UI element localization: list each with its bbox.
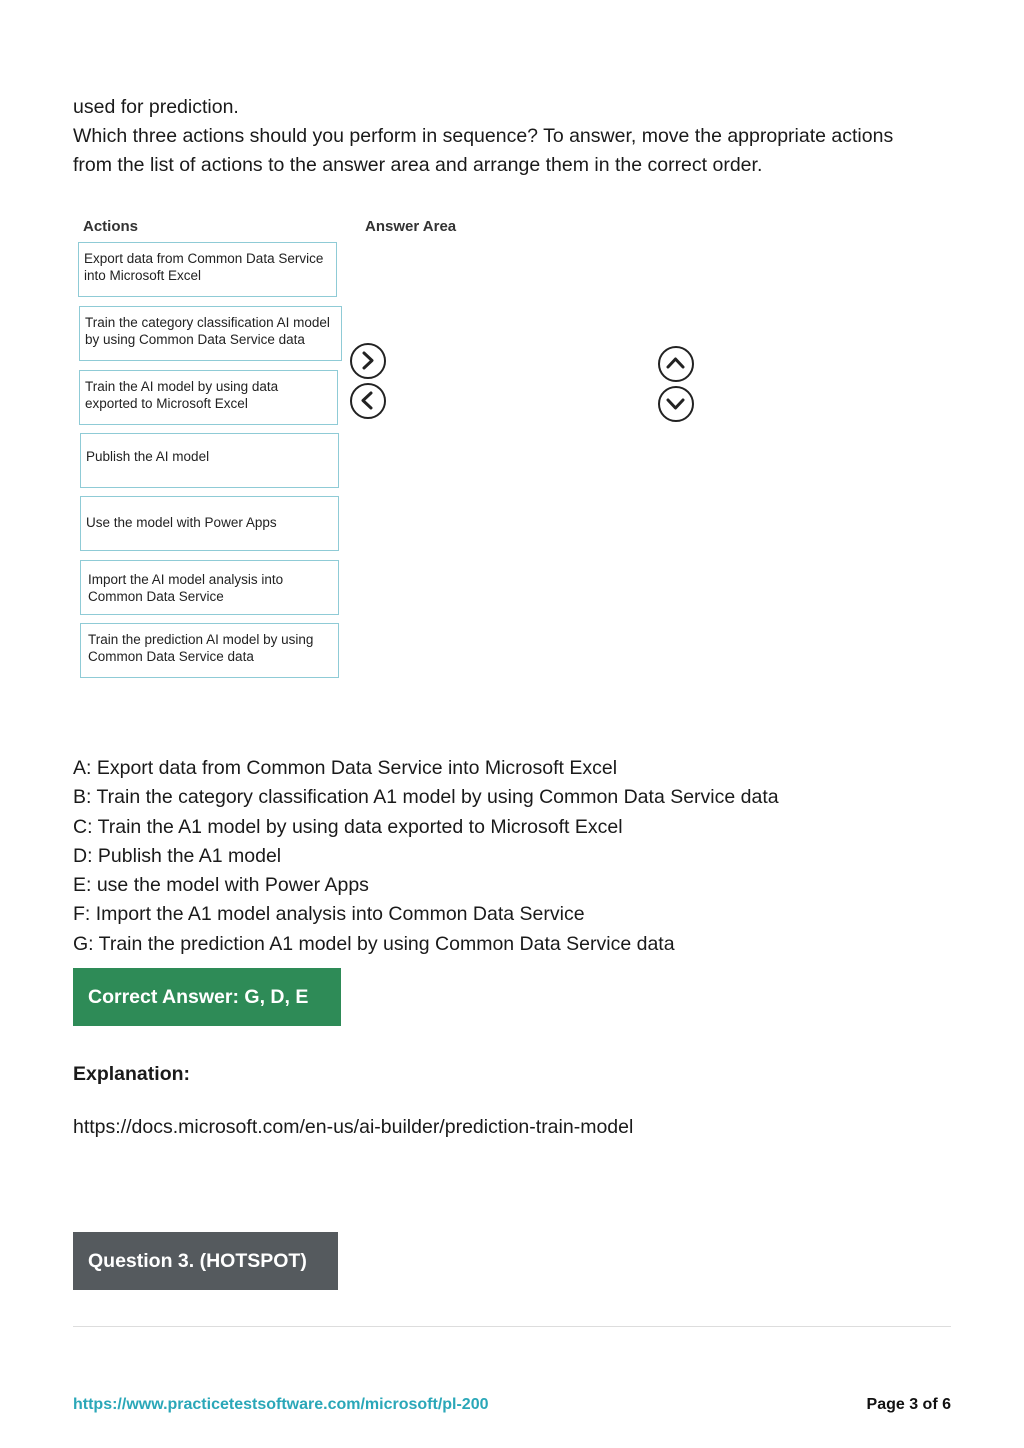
action-item-train-category[interactable]	[79, 306, 342, 361]
action-item-line: Export data from Common Data Service	[84, 251, 324, 266]
drag-drop-exhibit	[76, 212, 716, 687]
footer-site-link[interactable]: https://www.practicetestsoftware.com/microsoft/pl-200	[73, 1396, 489, 1413]
move-down-button[interactable]	[658, 386, 694, 422]
actions-title: Actions	[83, 218, 139, 235]
option-c: C: Train the A1 model by using data exported to Microsoft Excel	[73, 815, 623, 838]
action-item-use-power-apps[interactable]	[80, 496, 339, 551]
option-a: A: Export data from Common Data Service into Microsoft Excel	[73, 757, 618, 779]
action-item-line: Use the model with Power Apps	[86, 515, 277, 530]
action-item-train-excel[interactable]	[79, 370, 338, 425]
action-item-line: Train the prediction AI model by using	[88, 632, 314, 647]
action-item-train-prediction[interactable]	[80, 623, 339, 678]
option-g: G: Train the prediction A1 model by using Common Data Service data	[73, 932, 675, 955]
action-item-line: Import the AI model analysis into	[88, 572, 284, 587]
answer-area-title: Answer Area	[365, 218, 457, 235]
answer-options-list	[73, 754, 779, 959]
action-item-publish[interactable]	[80, 433, 339, 488]
page-number: Page 3 of 6	[866, 1396, 951, 1413]
footer-divider	[73, 1326, 951, 1327]
move-up-button[interactable]	[658, 346, 694, 382]
action-item-export[interactable]	[78, 242, 337, 297]
action-item-line: by using Common Data Service data	[85, 332, 305, 347]
chevron-down-icon	[660, 388, 691, 419]
action-item-line: Common Data Service	[88, 589, 224, 604]
correct-answer-badge: Correct Answer: G, D, E	[73, 968, 341, 1026]
explanation-link[interactable]: https://docs.microsoft.com/en-us/ai-builder/prediction-train-model	[73, 1116, 634, 1138]
explanation-title: Explanation:	[73, 1063, 191, 1085]
option-f: F: Import the A1 model analysis into Common Data Service	[73, 903, 585, 926]
action-item-line: into Microsoft Excel	[84, 268, 202, 283]
action-item-line: Publish the AI model	[86, 449, 210, 464]
chevron-right-icon	[352, 345, 383, 376]
chevron-left-icon	[352, 385, 383, 416]
option-e: E: use the model with Power Apps	[73, 874, 369, 897]
action-item-line: Train the AI model by using data	[85, 379, 279, 394]
action-item-line: exported to Microsoft Excel	[85, 396, 248, 411]
move-left-button[interactable]	[350, 383, 386, 419]
chevron-up-icon	[660, 348, 691, 379]
option-b: B: Train the category classification A1 model by using Common Data Service data	[73, 786, 779, 809]
question-intro	[73, 93, 973, 180]
move-right-button[interactable]	[350, 343, 386, 379]
action-item-line: Train the category classification AI model	[85, 315, 330, 330]
action-item-import-analysis[interactable]	[80, 560, 339, 615]
option-d: D: Publish the A1 model	[73, 844, 282, 867]
intro-line-2: Which three actions should you perform in sequence? To answer, move the appropriate actions	[73, 125, 894, 147]
action-item-line: Common Data Service data	[88, 649, 254, 664]
intro-line-3: from the list of actions to the answer area and arrange them in the correct order.	[73, 154, 763, 176]
intro-line-1: used for prediction.	[73, 96, 239, 118]
next-question-header: Question 3. (HOTSPOT)	[73, 1232, 338, 1290]
